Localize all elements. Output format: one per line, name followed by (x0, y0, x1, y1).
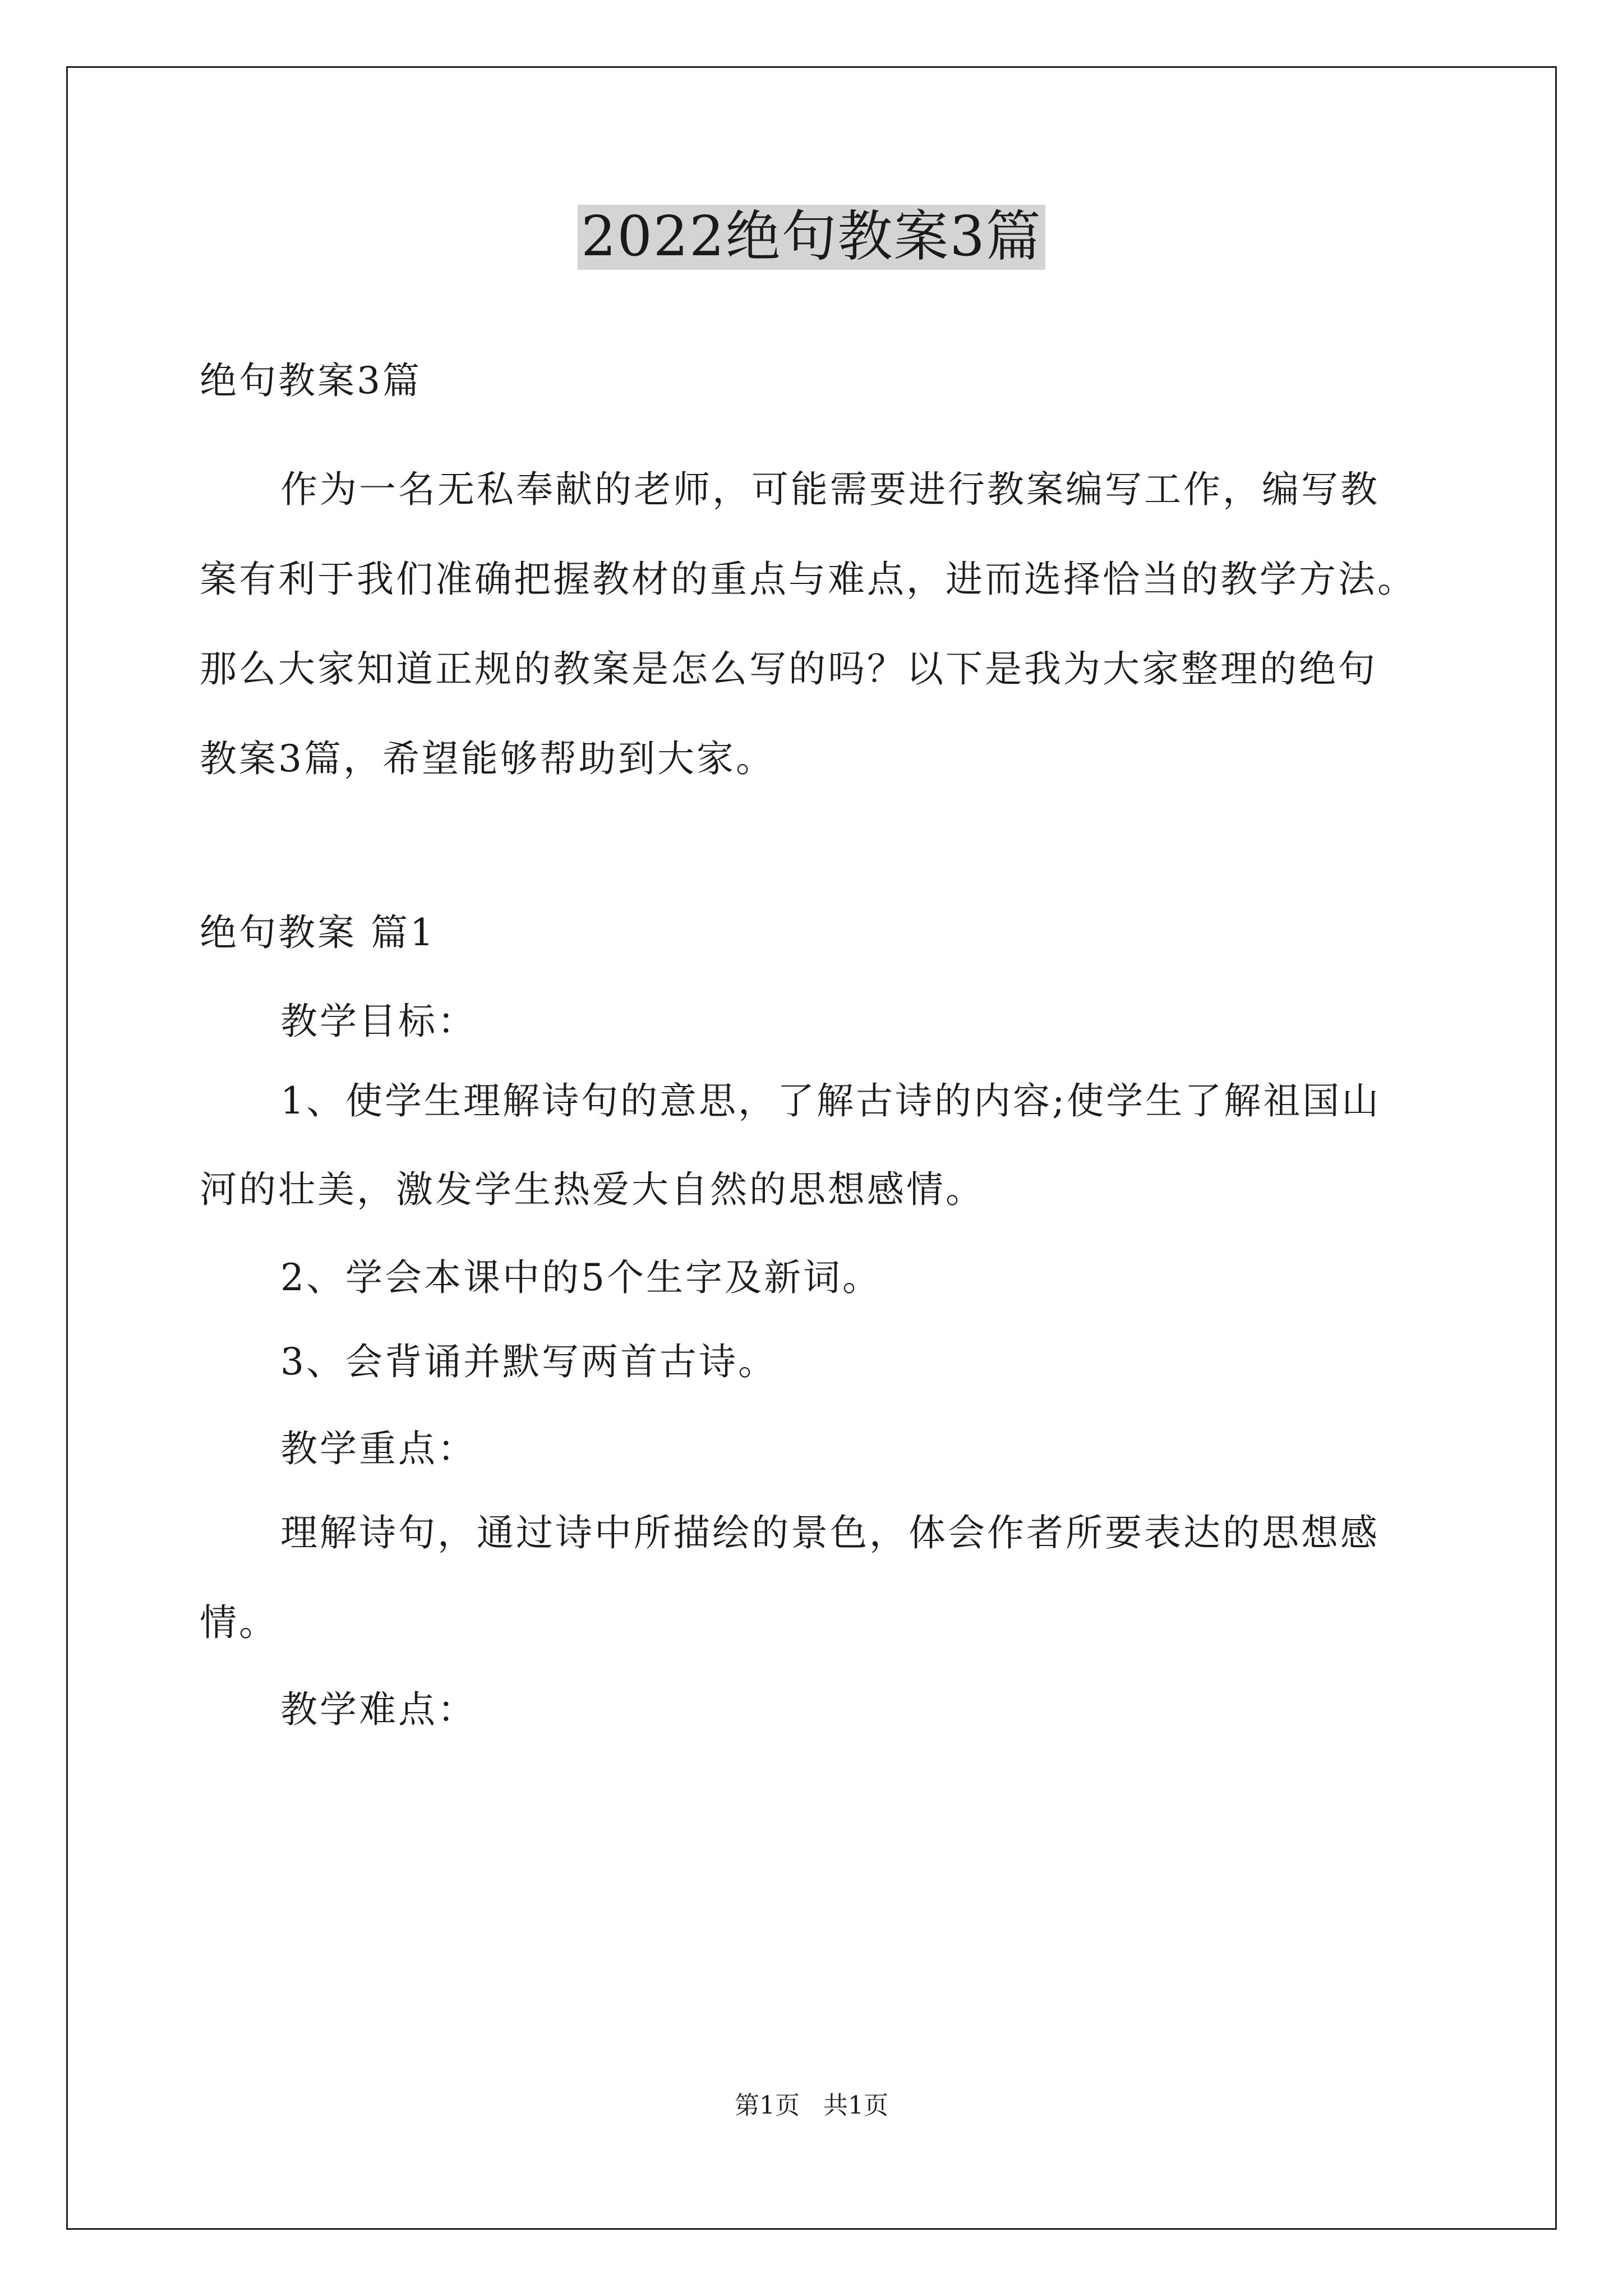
goal-3: 3、会背诵并默写两首古诗。 (280, 1340, 777, 1383)
key-points-label: 教学重点： (280, 1427, 477, 1470)
goal-2: 2、学会本课中的5个生字及新词。 (280, 1256, 882, 1299)
document-title (0, 205, 1623, 270)
document-title-text: 2022绝句教案3篇 (578, 205, 1045, 270)
intro-line-2: 案有利于我们准确把握教材的重点与难点，进而选择恰当的教学方法。 (200, 558, 1417, 601)
subtitle: 绝句教案3篇 (200, 359, 422, 402)
intro-line-3: 那么大家知道正规的教案是怎么写的吗？以下是我为大家整理的绝句 (200, 647, 1377, 691)
key-points-line-1: 理解诗句，通过诗中所描绘的景色，体会作者所要表达的思想感 (280, 1511, 1380, 1554)
goal-1-line-2: 河的壮美，激发学生热爱大自然的思想感情。 (200, 1168, 985, 1211)
key-points-line-2: 情。 (200, 1601, 278, 1644)
goal-1-line-1: 1、使学生理解诗句的意思，了解古诗的内容;使学生了解祖国山 (280, 1079, 1381, 1122)
section-heading: 绝句教案 篇1 (200, 911, 436, 954)
difficulty-label: 教学难点： (280, 1688, 477, 1731)
page-footer: 第1页 共1页 (735, 2091, 888, 2120)
intro-line-1: 作为一名无私奉献的老师，可能需要进行教案编写工作，编写教 (280, 468, 1380, 511)
teaching-goals-label: 教学目标： (280, 1000, 477, 1043)
intro-line-4: 教案3篇，希望能够帮助到大家。 (200, 737, 775, 780)
